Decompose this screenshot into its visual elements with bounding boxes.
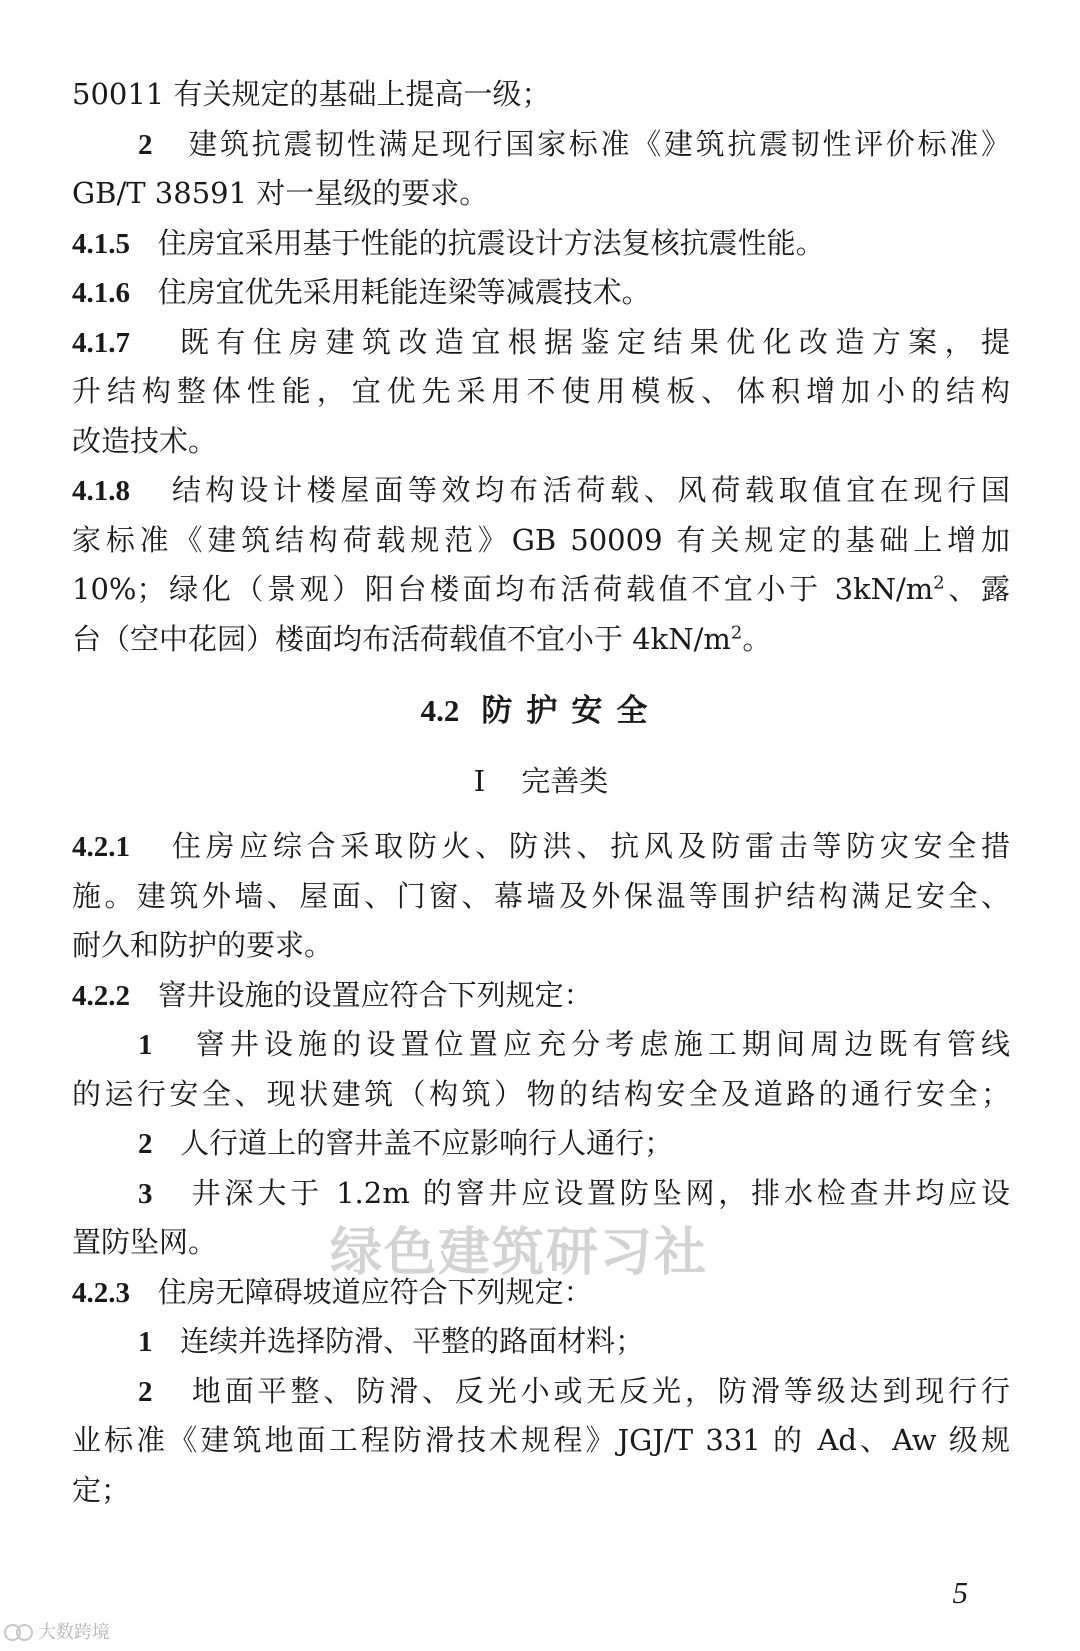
text-line [72, 872, 1010, 922]
superscript: 2 [933, 572, 945, 594]
page-number: 5 [952, 1575, 968, 1610]
item-number: 1 [138, 1326, 153, 1358]
text: 既有住房建筑改造宜根据鉴定结果优化改造方案，提 [179, 324, 1010, 359]
clause-4-1-6 [72, 268, 1010, 318]
subsection-title: 完善类 [521, 764, 609, 798]
text-line [72, 516, 1010, 566]
text-line [72, 1416, 1010, 1466]
clause-number: 4.1.8 [72, 475, 130, 507]
clause-4-1-5 [72, 219, 1010, 269]
clause-number: 4.1.7 [72, 326, 130, 359]
clause-number: 4.1.6 [72, 277, 130, 309]
subsection-heading [72, 756, 1010, 806]
text-line [72, 70, 1010, 120]
section-heading [72, 686, 1010, 736]
text: GB/T 38591 对一星级的要求。 [72, 176, 489, 210]
section-title: 防护安全 [481, 693, 662, 729]
text-line [72, 921, 1010, 971]
text-line [72, 169, 1010, 219]
text: 人行道上的窨井盖不应影响行人通行； [180, 1126, 674, 1160]
list-item [72, 1367, 1010, 1417]
text: 住房无障碍坡道应符合下列规定： [157, 1274, 593, 1309]
item-number: 2 [138, 1128, 153, 1160]
text-line [72, 1466, 1010, 1516]
corner-logo [4, 1618, 110, 1644]
text-line [72, 565, 1010, 615]
section-number: 4.2 [420, 693, 460, 728]
text: 井深大于 1.2m 的窨井应设置防坠网，排水检查井均应设 [191, 1175, 1010, 1210]
text-line [72, 417, 1010, 467]
text: 建筑抗震韧性满足现行国家标准《建筑抗震韧性评价标准》 [188, 126, 1010, 161]
text: 住房宜采用基于性能的抗震设计方法复核抗震性能。 [157, 225, 825, 260]
clause-4-2-3 [72, 1268, 1010, 1318]
text: 升结构整体性能，宜优先采用不使用模板、体积增加小的结构 [72, 374, 1010, 408]
subsection-numeral: Ⅰ [473, 764, 486, 798]
list-item [72, 1020, 1010, 1070]
text: 台（空中花园）楼面均布活荷载值不宜小于 4kN/m [72, 621, 731, 656]
text: 50011 有关规定的基础上提高一级； [72, 77, 551, 111]
superscript: 2 [730, 621, 743, 643]
list-item [72, 120, 1010, 170]
logo-text: 大数跨境 [38, 1622, 110, 1643]
clause-number: 4.1.5 [72, 227, 130, 260]
text: 业标准《建筑地面工程防滑技术规程》JGJ/T 331 的 Ad、Aw 级规 [72, 1423, 1010, 1457]
text: 结构设计楼屋面等效均布活荷载、风荷载取值宜在现行国 [171, 473, 1010, 507]
clause-number: 4.2.3 [72, 1276, 130, 1309]
text: 地面平整、防滑、反光小或无反光，防滑等级达到现行行 [191, 1373, 1010, 1408]
text: 住房应综合采取防火、防洪、抗风及防雷击等防灾安全措 [171, 829, 1010, 863]
list-item [72, 1317, 1010, 1367]
clause-number: 4.2.2 [72, 979, 130, 1012]
text: 10%；绿化（景观）阳台楼面均布活荷载值不宜小于 3kN/m [72, 572, 934, 606]
item-number: 3 [138, 1177, 153, 1210]
list-item [72, 1169, 1010, 1219]
document-body [72, 70, 1010, 1515]
text: 窨井设施的设置应符合下列规定： [157, 977, 593, 1012]
logo-icon [4, 1622, 34, 1640]
text-line [72, 615, 1010, 665]
text: 施。建筑外墙、屋面、门窗、幕墙及外保温等围护结构满足安全、 [72, 878, 1010, 913]
text: 置防坠网。 [72, 1225, 218, 1259]
item-number: 1 [138, 1029, 153, 1061]
item-number: 2 [138, 1375, 153, 1408]
text: 改造技术。 [72, 423, 218, 458]
text-line [72, 367, 1010, 417]
text: 耐久和防护的要求。 [72, 928, 334, 962]
clause-number: 4.2.1 [72, 831, 130, 863]
text: 家标准《建筑结构荷载规范》GB 50009 有关规定的基础上增加 [72, 522, 1010, 557]
text: 的运行安全、现状建筑（构筑）物的结构安全及道路的通行安全； [72, 1076, 1010, 1111]
clause-4-2-2 [72, 971, 1010, 1021]
clause-4-1-8 [72, 466, 1010, 516]
text-line [72, 1218, 1010, 1268]
text: 连续并选择防滑、平整的路面材料； [180, 1324, 645, 1358]
clause-4-1-7 [72, 318, 1010, 368]
text: 住房宜优先采用耗能连梁等减震技术。 [157, 275, 651, 309]
watermark: 绿色建筑研习社 [330, 1223, 709, 1283]
text: 。 [742, 621, 772, 656]
text: 定； [72, 1472, 131, 1507]
text: 窨井设施的设置位置应充分考虑施工期间周边既有管线 [195, 1027, 1010, 1061]
text: 、露 [944, 572, 1010, 606]
clause-4-2-1 [72, 822, 1010, 872]
list-item [72, 1119, 1010, 1169]
text-line [72, 1070, 1010, 1120]
item-number: 2 [138, 128, 153, 161]
